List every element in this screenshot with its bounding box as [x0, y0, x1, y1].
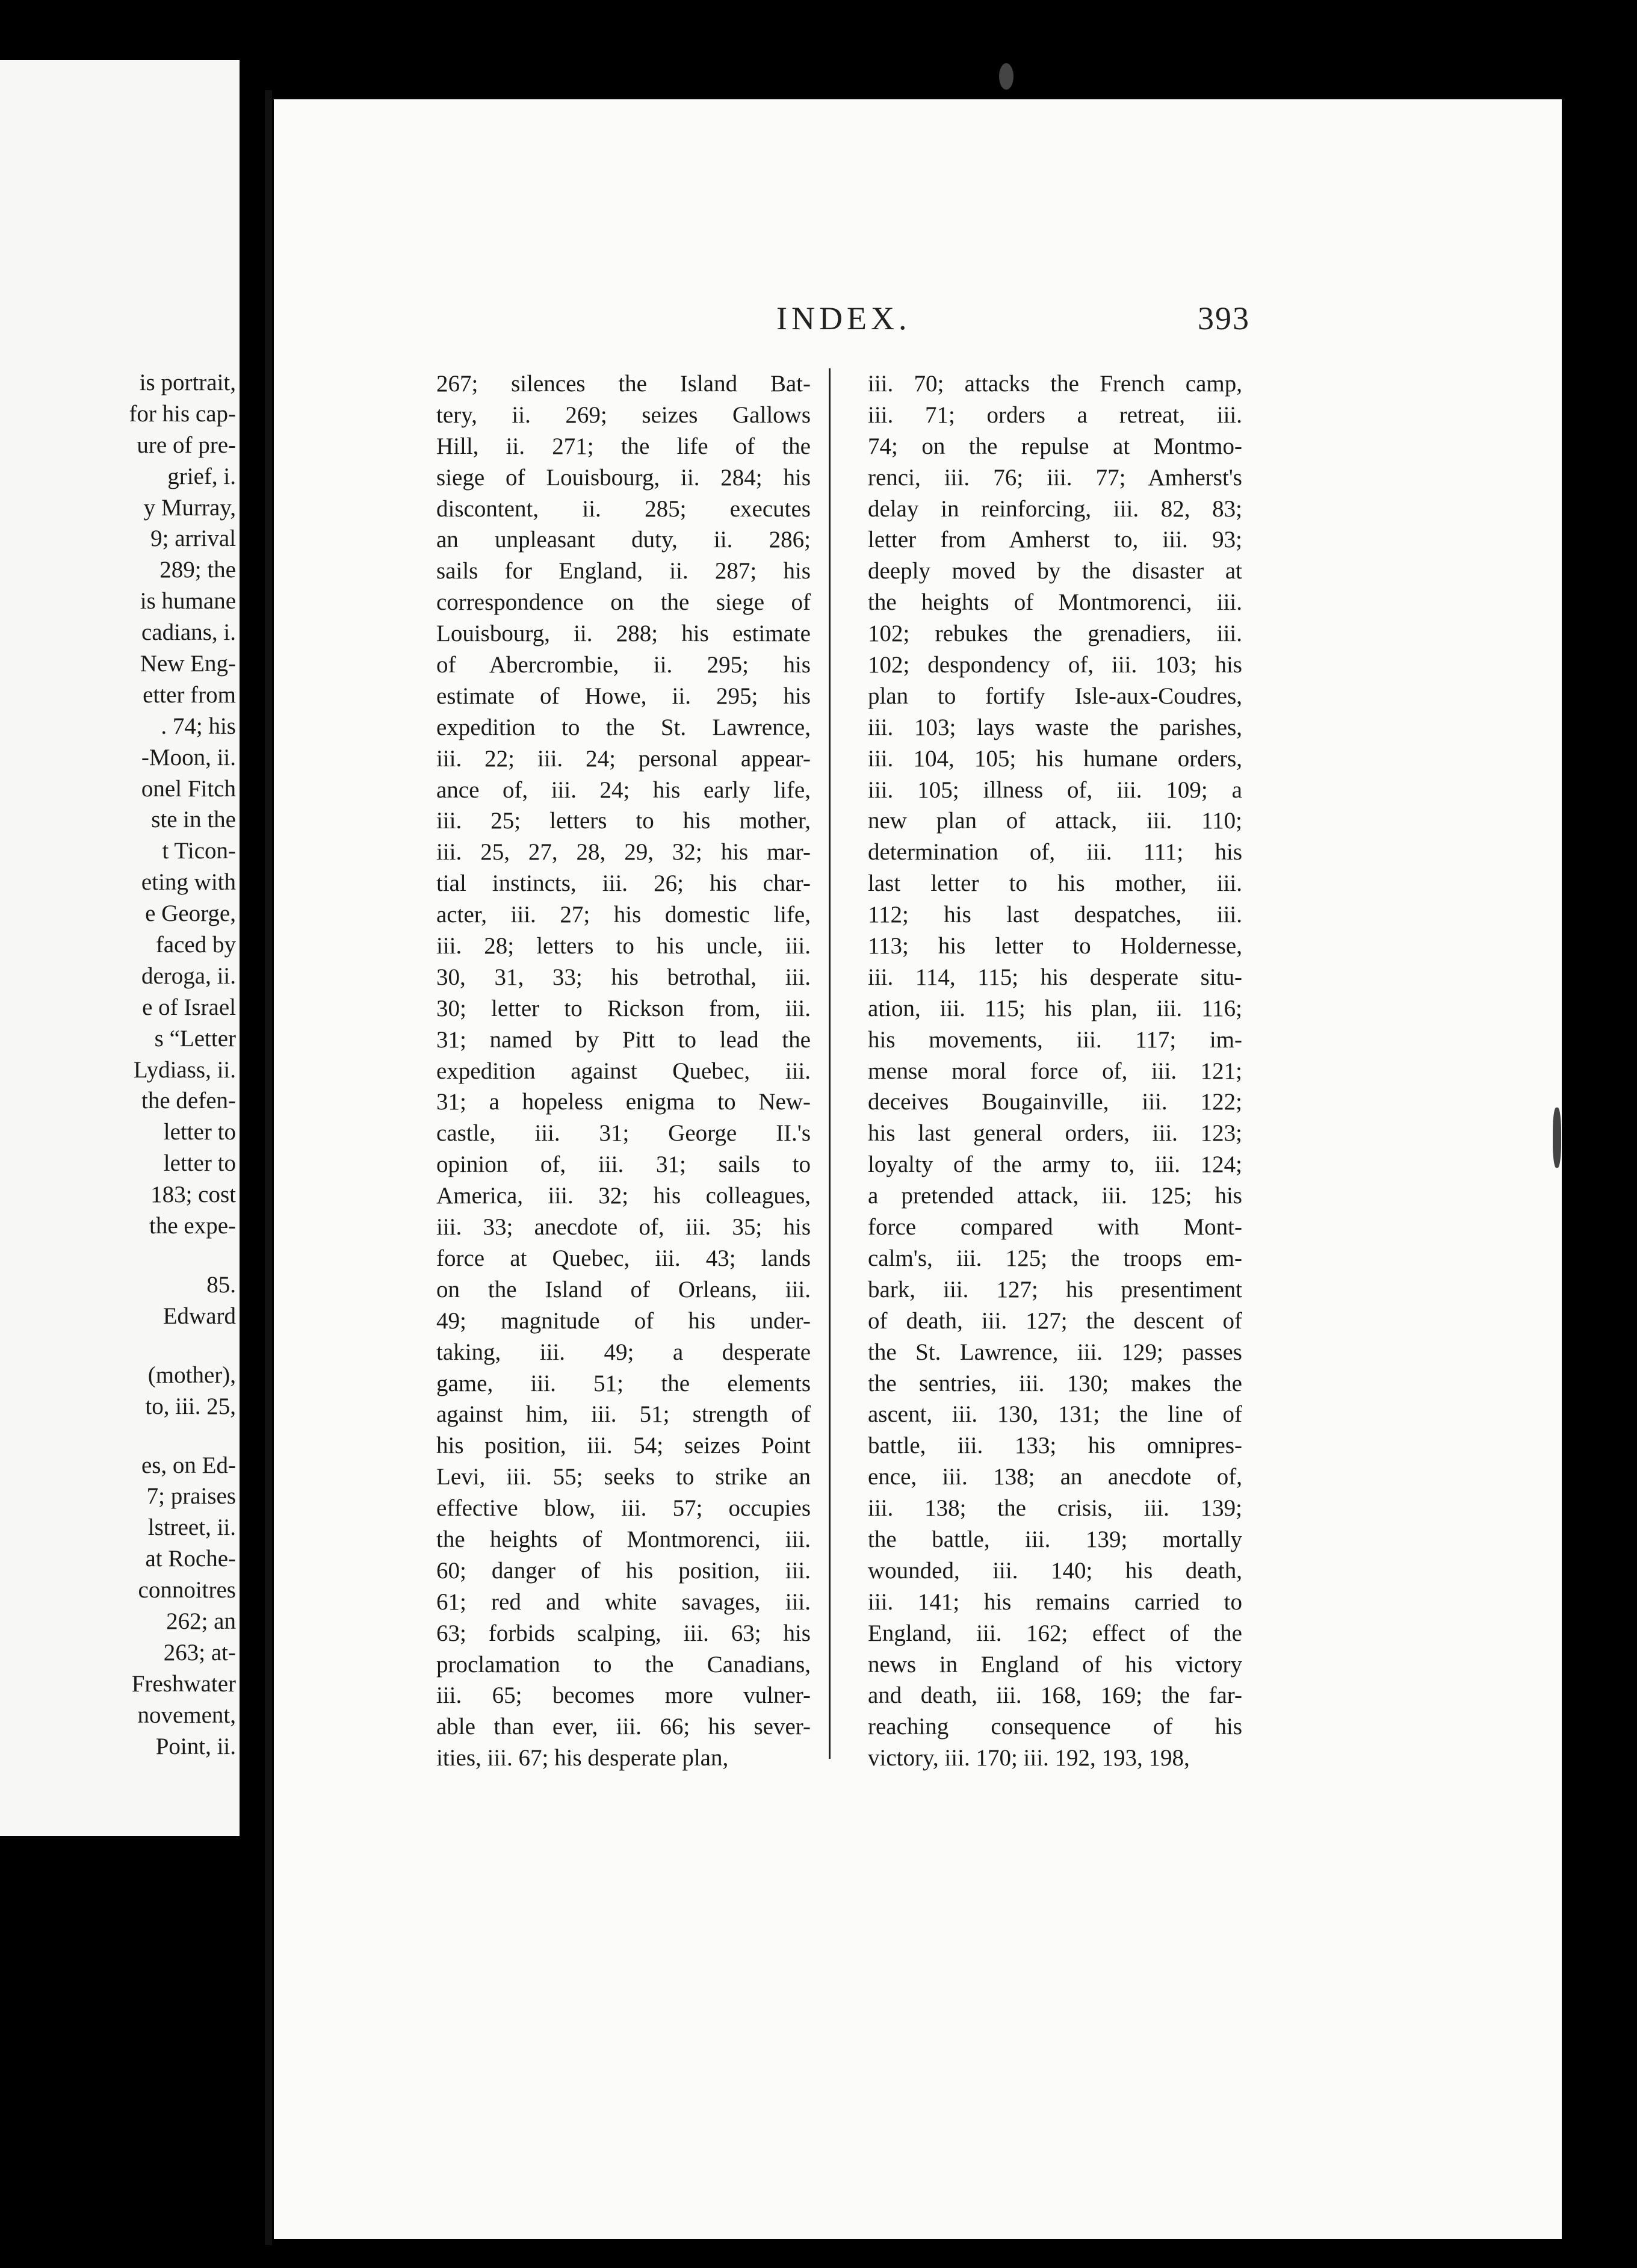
index-entry-line: opinion of, iii. 31; sails to [436, 1151, 811, 1178]
left-page-line: ste in the [151, 807, 236, 833]
index-entry-line: iii. 25, 27, 28, 29, 32; his mar- [436, 839, 811, 866]
index-entry-line: ance of, iii. 24; his early life, [436, 776, 811, 803]
index-entry-line: 102; rebukes the grenadiers, iii. [868, 621, 1242, 647]
index-entry-line: estimate of Howe, ii. 295; his [436, 683, 811, 709]
index-entry-line: 49; magnitude of his under- [436, 1307, 811, 1334]
left-page-line [25, 1242, 236, 1269]
index-entry-line: deeply moved by the disaster at [868, 558, 1242, 584]
left-page-line: deroga, ii. [141, 962, 236, 989]
index-entry-line: correspondence on the siege of [436, 589, 811, 616]
index-entry-line: plan to fortify Isle-aux-Coudres, [868, 683, 1242, 709]
index-column-left [436, 368, 811, 1774]
index-entry-line: 267; silences the Island Bat- [436, 371, 811, 397]
index-entry-line: 112; his last despatches, iii. [868, 902, 1242, 928]
left-page-line: 289; the [159, 557, 236, 583]
index-entry-line: 30; letter to Rickson from, iii. [436, 995, 811, 1021]
index-entry-line: the heights of Montmorenci, iii. [436, 1526, 811, 1552]
left-page-line: . 74; his [161, 713, 236, 739]
left-page-line: 183; cost [150, 1182, 236, 1208]
left-page-line: etter from [143, 681, 236, 708]
left-page-line: at Roche- [145, 1546, 236, 1572]
index-entry-line: Louisbourg, ii. 288; his estimate [436, 621, 811, 647]
index-entry-line: castle, iii. 31; George II.'s [436, 1120, 811, 1147]
index-entry-line: 74; on the repulse at Montmo- [868, 433, 1242, 459]
left-page-line: is portrait, [139, 370, 236, 395]
index-entry-line: tery, ii. 269; seizes Gallows [436, 401, 811, 428]
index-entry-line: 102; despondency of, iii. 103; his [868, 652, 1242, 678]
index-entry-line: iii. 71; orders a retreat, iii. [868, 401, 1242, 428]
index-entry-line: 30, 31, 33; his betrothal, iii. [436, 964, 811, 990]
index-entry-line: ence, iii. 138; an anecdote of, [868, 1464, 1242, 1490]
ink-speck [1553, 1108, 1561, 1168]
index-entry-line: his last general orders, iii. 123; [868, 1120, 1242, 1147]
left-page-line: lstreet, ii. [147, 1514, 236, 1541]
left-page-line: onel Fitch [141, 775, 236, 802]
index-entry-line: on the Island of Orleans, iii. [436, 1276, 811, 1303]
index-entry-line: renci, iii. 76; iii. 77; Amherst's [868, 464, 1242, 491]
index-entry-line: ascent, iii. 130, 131; the line of [868, 1401, 1242, 1428]
left-page [0, 60, 240, 1836]
index-entry-line: able than ever, iii. 66; his sever- [436, 1714, 811, 1740]
left-page-line: novement, [137, 1702, 236, 1728]
index-entry-line: reaching consequence of his [868, 1714, 1242, 1740]
index-entry-line: iii. 105; illness of, iii. 109; a [868, 776, 1242, 803]
left-page-line: Point, ii. [155, 1733, 236, 1759]
index-entry-line: and death, iii. 168, 169; the far- [868, 1682, 1242, 1709]
index-entry-line: mense moral force of, iii. 121; [868, 1058, 1242, 1084]
page-number: 393 [1198, 300, 1250, 336]
index-entry-line: the sentries, iii. 130; makes the [868, 1370, 1242, 1396]
ink-speck [999, 63, 1013, 90]
index-entry-line: letter from Amherst to, iii. 93; [868, 527, 1242, 553]
index-entry-line: against him, iii. 51; strength of [436, 1401, 811, 1428]
index-entry-line: iii. 65; becomes more vulner- [436, 1682, 811, 1709]
index-entry-line: force compared with Mont- [868, 1214, 1242, 1241]
index-entry-line: of death, iii. 127; the descent of [868, 1307, 1242, 1334]
index-entry-line: ation, iii. 115; his plan, iii. 116; [868, 995, 1242, 1021]
left-page-line: Edward [162, 1303, 236, 1329]
left-page-line: to, iii. 25, [145, 1393, 236, 1419]
left-page-line: ure of pre- [137, 432, 236, 458]
index-entry-line: an unpleasant duty, ii. 286; [436, 527, 811, 553]
index-entry-line: Levi, iii. 55; seeks to strike an [436, 1464, 811, 1490]
index-entry-line: victory, iii. 170; iii. 192, 193, 198, [868, 1745, 1190, 1771]
index-entry-line: force at Quebec, iii. 43; lands [436, 1245, 811, 1271]
index-entry-line: battle, iii. 133; his omnipres- [868, 1433, 1242, 1459]
index-entry-line: game, iii. 51; the elements [436, 1370, 811, 1396]
index-entry-line: acter, iii. 27; his domestic life, [436, 902, 811, 928]
index-entry-line: 60; danger of his position, iii. [436, 1557, 811, 1584]
left-page-line: grief, i. [167, 463, 236, 489]
index-entry-line: iii. 25; letters to his mother, [436, 808, 811, 834]
index-entry-line: expedition to the St. Lawrence, [436, 714, 811, 740]
index-entry-line: the heights of Montmorenci, iii. [868, 589, 1242, 616]
left-page-line: 262; an [166, 1608, 236, 1634]
index-entry-line: 61; red and white savages, iii. [436, 1588, 811, 1615]
left-page-line: 9; arrival [150, 525, 236, 552]
left-page-line: Lydiass, ii. [133, 1056, 236, 1083]
left-page-line: cadians, i. [141, 619, 236, 646]
index-entry-line: iii. 28; letters to his uncle, iii. [436, 933, 811, 959]
index-entry-line: England, iii. 162; effect of the [868, 1620, 1242, 1646]
index-entry-line: discontent, ii. 285; executes [436, 495, 811, 522]
left-page-line: connoitres [138, 1577, 236, 1603]
index-entry-line: siege of Louisbourg, ii. 284; his [436, 464, 811, 491]
index-entry-line: new plan of attack, iii. 110; [868, 808, 1242, 834]
left-page-line: 85. [206, 1271, 236, 1298]
left-page-line: -Moon, ii. [141, 744, 236, 770]
index-entry-line: proclamation to the Canadians, [436, 1651, 811, 1678]
index-entry-line: news in England of his victory [868, 1651, 1242, 1678]
index-entry-line: bark, iii. 127; his presentiment [868, 1276, 1242, 1303]
left-page-line: faced by [155, 932, 236, 958]
index-entry-line: expedition against Quebec, iii. [436, 1058, 811, 1084]
index-entry-line: taking, iii. 49; a desperate [436, 1339, 811, 1365]
index-entry-line: iii. 141; his remains carried to [868, 1588, 1242, 1615]
left-page-line: y Murray, [143, 494, 236, 521]
left-page-line: for his cap- [129, 400, 236, 427]
left-page-line: letter to [163, 1119, 236, 1145]
index-entry-line: determination of, iii. 111; his [868, 839, 1242, 866]
index-entry-line: Hill, ii. 271; the life of the [436, 433, 811, 459]
index-entry-line: his position, iii. 54; seizes Point [436, 1433, 811, 1459]
left-page-line: eting with [141, 869, 236, 896]
left-page-line [25, 1332, 236, 1360]
index-entry-line: calm's, iii. 125; the troops em- [868, 1245, 1242, 1271]
index-entry-line: 31; a hopeless enigma to New- [436, 1089, 811, 1115]
column-divider-rule [829, 368, 831, 1759]
book-spine-gutter [265, 90, 272, 2245]
left-page-line: New Eng- [140, 651, 236, 677]
left-page-line: (mother), [147, 1362, 236, 1388]
index-entry-line: wounded, iii. 140; his death, [868, 1557, 1242, 1584]
left-page-line: 263; at- [163, 1639, 236, 1665]
index-entry-line: ities, iii. 67; his desperate plan, [436, 1745, 729, 1771]
left-page-line: es, on Ed- [141, 1452, 236, 1478]
index-entry-line: the battle, iii. 139; mortally [868, 1526, 1242, 1552]
left-page-line: the defen- [141, 1088, 236, 1114]
left-page-line: e George, [145, 900, 236, 927]
index-entry-line: America, iii. 32; his colleagues, [436, 1183, 811, 1209]
left-page-column [25, 367, 236, 1762]
index-entry-line: iii. 114, 115; his desperate situ- [868, 964, 1242, 990]
index-entry-line: iii. 33; anecdote of, iii. 35; his [436, 1214, 811, 1241]
index-entry-line: loyalty of the army to, iii. 124; [868, 1151, 1242, 1178]
left-page-line: letter to [163, 1150, 236, 1177]
index-entry-line: the St. Lawrence, iii. 129; passes [868, 1339, 1242, 1365]
left-page-line: t Ticon- [162, 838, 236, 864]
index-entry-line: of Abercrombie, ii. 295; his [436, 652, 811, 678]
index-entry-line: 113; his letter to Holdernesse, [868, 933, 1242, 959]
index-entry-line: iii. 138; the crisis, iii. 139; [868, 1495, 1242, 1522]
index-entry-line: 63; forbids scalping, iii. 63; his [436, 1620, 811, 1646]
index-entry-line: iii. 103; lays waste the parishes, [868, 714, 1242, 740]
left-page-line: s “Letter [154, 1025, 236, 1052]
index-entry-line: iii. 22; iii. 24; personal appear- [436, 745, 811, 772]
left-page-line: 7; praises [146, 1483, 236, 1510]
index-entry-line: iii. 70; attacks the French camp, [868, 371, 1242, 397]
running-header-title: INDEX. [776, 300, 911, 336]
index-entry-line: tial instincts, iii. 26; his char- [436, 870, 811, 897]
index-entry-line: last letter to his mother, iii. [868, 870, 1242, 897]
left-page-line: Freshwater [131, 1670, 236, 1697]
index-entry-line: a pretended attack, iii. 125; his [868, 1183, 1242, 1209]
left-page-line [25, 1422, 236, 1450]
index-entry-line: sails for England, ii. 287; his [436, 558, 811, 584]
index-entry-line: effective blow, iii. 57; occupies [436, 1495, 811, 1522]
index-entry-line: 31; named by Pitt to lead the [436, 1026, 811, 1053]
index-entry-line: his movements, iii. 117; im- [868, 1026, 1242, 1053]
index-entry-line: deceives Bougainville, iii. 122; [868, 1089, 1242, 1115]
index-entry-line: iii. 104, 105; his humane orders, [868, 745, 1242, 772]
index-entry-line: delay in reinforcing, iii. 82, 83; [868, 495, 1242, 522]
left-page-line: the expe- [149, 1213, 236, 1239]
left-page-line: is humane [140, 588, 236, 615]
left-page-line: e of Israel [142, 994, 236, 1020]
index-column-right [868, 368, 1242, 1774]
